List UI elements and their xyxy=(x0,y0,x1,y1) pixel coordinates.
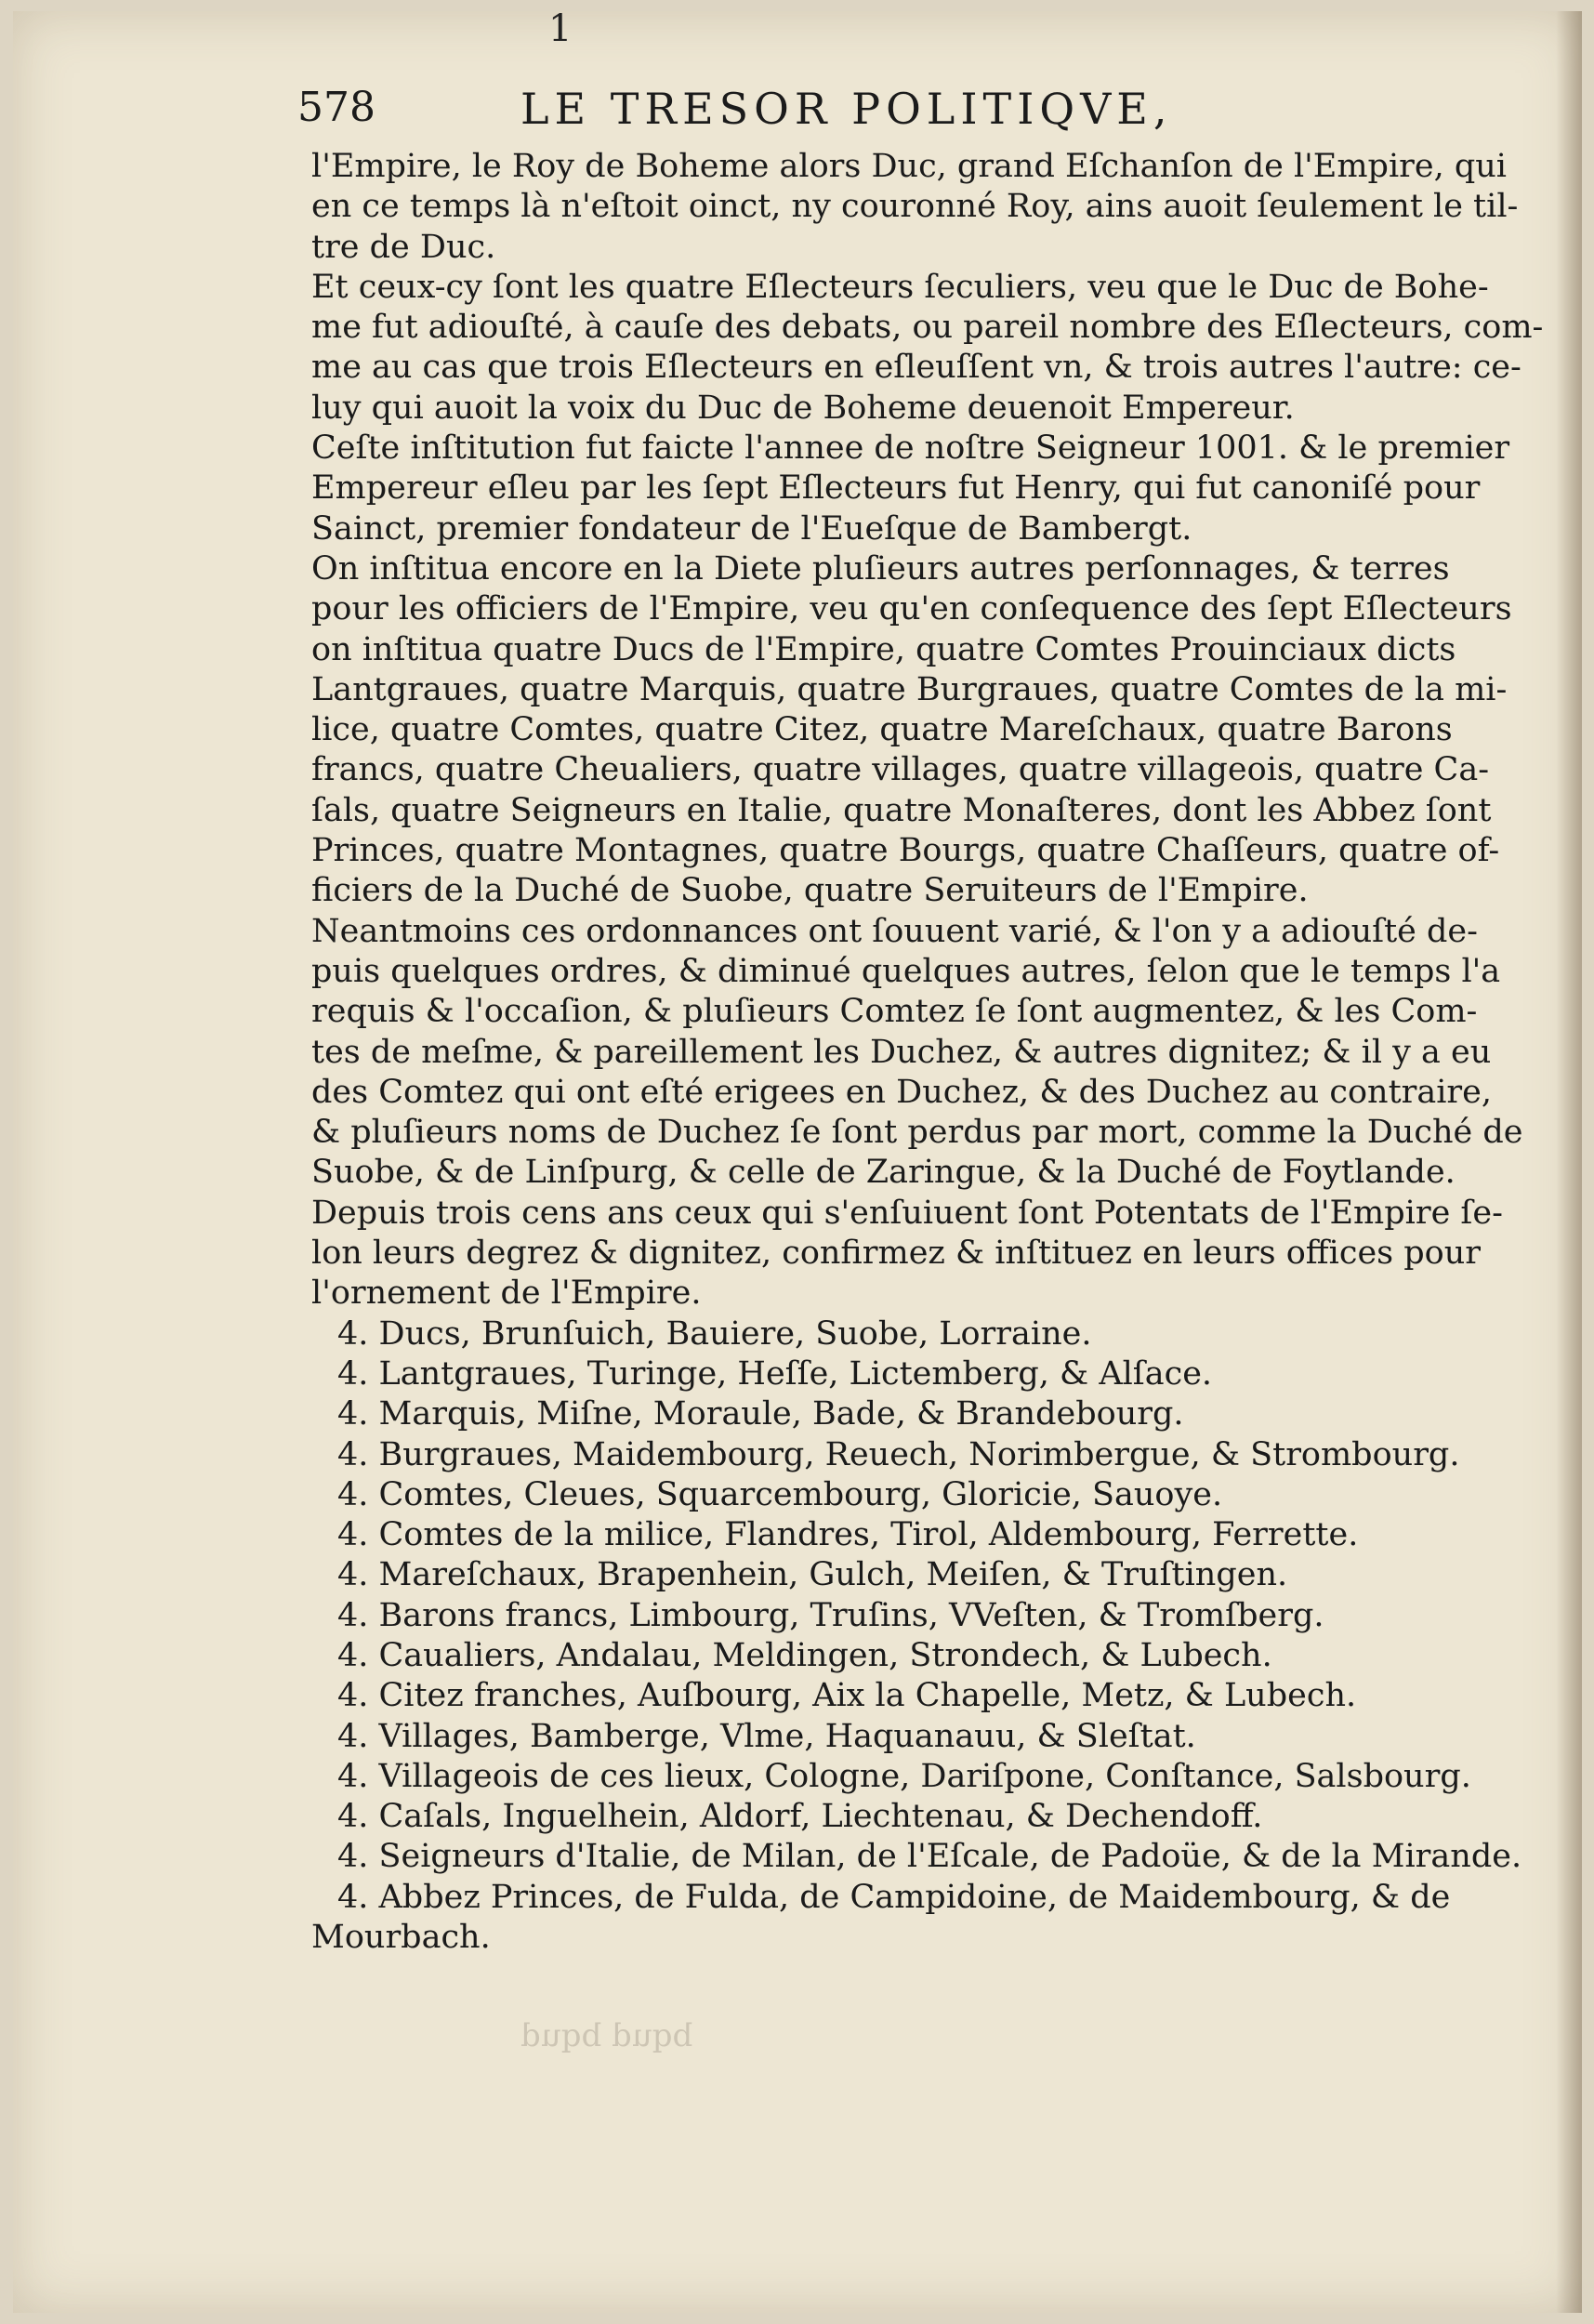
text-line: ſals, quatre Seigneurs en Italie, quatre Monaſteres, dont les Abbez ſont xyxy=(311,791,1492,829)
list-item: 4. Citez franches, Auſbourg, Aix la Chapelle, Metz, & Lubech. xyxy=(337,1677,1357,1715)
text-line: Empereur eſleu par les ſept Eſlecteurs fut Henry, qui fut canoniſé pour xyxy=(311,469,1481,508)
page-edge-shadow xyxy=(1556,11,1582,2313)
list-item-continuation: Mourbach. xyxy=(311,1919,491,1957)
list-item: 4. Seigneurs d'Italie, de Milan, de l'Eſcale, de Padoüe, & de la Mirande. xyxy=(337,1838,1522,1876)
text-line: & pluſieurs noms de Duchez ſe ſont perdus par mort, comme la Duché de xyxy=(311,1114,1523,1152)
text-line: lon leurs degrez & dignitez, confirmez & inſtituez en leurs offices pour xyxy=(311,1235,1482,1273)
text-line: pour les officiers de l'Empire, veu qu'en conſequence des ſept Eſlecteurs xyxy=(311,590,1512,628)
page-number: 578 xyxy=(297,84,375,131)
list-item: 4. Villageois de ces lieux, Cologne, Dariſpone, Conſtance, Salsbourg. xyxy=(337,1757,1471,1795)
text-line: Neantmoins ces ordonnances ont ſouuent varié, & l'on y a adiouſté de- xyxy=(311,912,1478,950)
text-line: me fut adiouſté, à cauſe des debats, ou pareil nombre des Eſlecteurs, com- xyxy=(311,309,1544,347)
list-item: 4. Burgraues, Maidembourg, Reuech, Norimbergue, & Strombourg. xyxy=(337,1435,1460,1473)
text-line: tre de Duc. xyxy=(311,228,496,266)
text-line: requis & l'occaſion, & pluſieurs Comtez ſe ſont augmentez, & les Com- xyxy=(311,993,1478,1031)
list-item: 4. Ducs, Brunſuich, Bauiere, Suobe, Lorraine. xyxy=(337,1314,1092,1353)
text-line: Depuis trois cens ans ceux qui s'enſuiuent ſont Potentats de l'Empire ſe- xyxy=(311,1194,1503,1232)
page-header xyxy=(297,84,1469,139)
list-item: 4. Marquis, Miſne, Moraule, Bade, & Brandebourg. xyxy=(337,1395,1184,1433)
list-item: 4. Abbez Princes, de Fulda, de Campidoine, de Maidembourg, & de xyxy=(337,1878,1451,1916)
text-line: Sainct, premier fondateur de l'Eueſque de Bambergt. xyxy=(311,509,1192,548)
text-line: ficiers de la Duché de Suobe, quatre Seruiteurs de l'Empire. xyxy=(311,872,1309,910)
text-line: me au cas que trois Eſlecteurs en eſleuſſent vn, & trois autres l'autre: ce- xyxy=(311,349,1522,387)
text-line: Lantgraues, quatre Marquis, quatre Burgraues, quatre Comtes de la mi- xyxy=(311,670,1508,708)
text-line: Princes, quatre Montagnes, quatre Bourgs, quatre Chaſſeurs, quatre of- xyxy=(311,832,1500,870)
list-item: 4. Barons francs, Limbourg, Truſins, VVeſten, & Tromſberg. xyxy=(337,1596,1324,1634)
text-line: Et ceux-cy ſont les quatre Eſlecteurs ſeculiers, veu que le Duc de Bohe- xyxy=(311,268,1489,306)
text-line: Suobe, & de Linſpurg, & celle de Zaringue, & la Duché de Foytlande. xyxy=(311,1154,1456,1192)
text-line: tes de meſme, & pareillement les Duchez, & autres dignitez; & il y a eu xyxy=(311,1033,1492,1071)
text-line: puis quelques ordres, & diminué quelques autres, ſelon que le temps l'a xyxy=(311,952,1501,990)
text-line: l'Empire, le Roy de Boheme alors Duc, grand Eſchanſon de l'Empire, qui xyxy=(311,148,1507,185)
text-line: on inſtitua quatre Ducs de l'Empire, quatre Comtes Prouinciaux dicts xyxy=(311,630,1456,668)
body-text xyxy=(311,147,1544,1958)
bleed-through-text: bqud bqud xyxy=(520,2017,693,2054)
running-title: LE TRESOR POLITIQVE, xyxy=(520,84,1173,134)
text-line: francs, quatre Cheualiers, quatre villages, quatre villageois, quatre Ca- xyxy=(311,751,1490,789)
list-item: 4. Villages, Bamberge, Vlme, Haquanauu, & Sleſtat. xyxy=(337,1717,1196,1755)
text-line: Ceſte inſtitution fut faicte l'annee de noſtre Seigneur 1001. & le premier xyxy=(311,429,1510,468)
text-line: On inſtitua encore en la Diete pluſieurs autres perſonnages, & terres xyxy=(311,549,1450,588)
top-ink-mark: 1 xyxy=(548,7,573,50)
text-line: des Comtez qui ont eſté erigees en Duchez, & des Duchez au contraire, xyxy=(311,1073,1492,1111)
text-line: luy qui auoit la voix du Duc de Boheme deuenoit Empereur. xyxy=(311,389,1295,427)
list-item: 4. Mareſchaux, Brapenhein, Gulch, Meiſen, & Truſtingen. xyxy=(337,1556,1288,1594)
text-line: lice, quatre Comtes, quatre Citez, quatre Mareſchaux, quatre Barons xyxy=(311,711,1453,749)
list-item: 4. Comtes de la milice, Flandres, Tirol, Aldembourg, Ferrette. xyxy=(337,1516,1359,1554)
list-item: 4. Lantgraues, Turinge, Heſſe, Lictemberg, & Alſace. xyxy=(337,1354,1213,1393)
list-item: 4. Caualiers, Andalau, Meldingen, Strondech, & Lubech. xyxy=(337,1636,1272,1674)
text-line: en ce temps là n'eſtoit oinct, ny couronné Roy, ains auoit ſeulement le til- xyxy=(311,188,1519,226)
list-item: 4. Caſals, Inguelhein, Aldorf, Liechtenau, & Dechendoff. xyxy=(337,1798,1263,1836)
text-line: l'ornement de l'Empire. xyxy=(311,1274,702,1313)
list-item: 4. Comtes, Cleues, Squarcembourg, Gloricie, Sauoye. xyxy=(337,1475,1223,1513)
